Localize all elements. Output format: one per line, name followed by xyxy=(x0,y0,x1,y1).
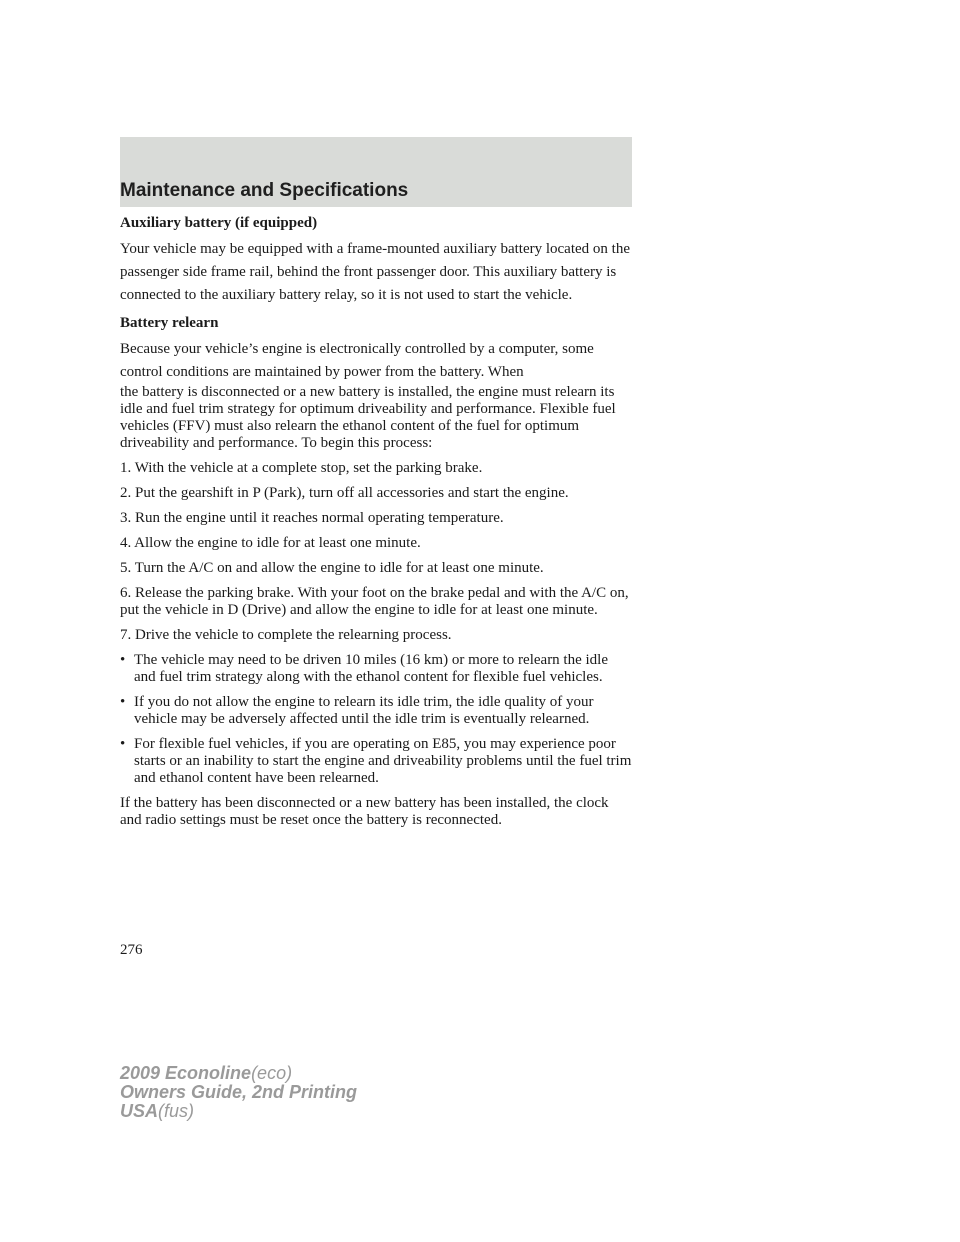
section-header-band xyxy=(120,137,632,207)
relearn-step-3: 3. Run the engine until it reaches normal operating temperature. xyxy=(120,510,504,526)
footer-market-line xyxy=(120,1102,357,1121)
bullet-item xyxy=(120,694,632,728)
relearn-step-1: 1. With the vehicle at a complete stop, set the parking brake. xyxy=(120,460,483,476)
relearn-step-2: 2. Put the gearshift in P (Park), turn off all accessories and start the engine. xyxy=(120,485,569,501)
bullet-text: The vehicle may need to be driven 10 miles (16 km) or more to relearn the idle and fuel trim strategy along with the ethanol content for flexible fuel vehicles. xyxy=(134,652,609,685)
relearn-step-7: 7. Drive the vehicle to complete the relearning process. xyxy=(120,627,452,643)
bullet-text: For flexible fuel vehicles, if you are operating on E85, you may experience poor starts or an inability to start the engine and driveability problems until the fuel trim and ethanol content have been relearned. xyxy=(134,736,632,786)
aux-battery-heading: Auxiliary battery (if equipped) xyxy=(120,215,318,231)
relearn-step-5: 5. Turn the A/C on and allow the engine to idle for at least one minute. xyxy=(120,560,544,576)
page-number: 276 xyxy=(120,942,143,958)
footer-market: USA xyxy=(120,1101,159,1121)
relearn-intro-part2: the battery is disconnected or a new battery is installed, the engine must relearn its idle and fuel trim strategy for optimum driveability and performance. Flexible fuel vehicles (FFV) must also relearn the ethanol content of the fuel for optimum driveability and performance. To begin this process: xyxy=(120,384,616,451)
footer-market-code: (fus) xyxy=(158,1101,195,1121)
footer-model-code: (eco) xyxy=(251,1063,293,1083)
battery-relearn-heading: Battery relearn xyxy=(120,315,219,331)
footer-model-line xyxy=(120,1064,357,1083)
page-content xyxy=(120,214,632,836)
relearn-step-4: 4. Allow the engine to idle for at least one minute. xyxy=(120,535,421,551)
bullet-dot: • xyxy=(120,736,126,752)
bullet-dot: • xyxy=(120,652,126,668)
footer-guide: Owners Guide, 2nd Printing xyxy=(120,1082,358,1102)
footer-model: 2009 Econoline xyxy=(120,1063,252,1083)
relearn-step-6: 6. Release the parking brake. With your foot on the brake pedal and with the A/C on, put the vehicle in D (Drive) and allow the engine to idle for at least one minute. xyxy=(120,585,629,618)
bullet-dot: • xyxy=(120,694,126,710)
reconnect-paragraph: If the battery has been disconnected or a new battery has been installed, the clock and radio settings must be reset once the battery is reconnected. xyxy=(120,795,609,828)
bullet-text: If you do not allow the engine to relearn its idle trim, the idle quality of your vehicle may be adversely affected until the idle trim is eventually relearned. xyxy=(134,694,594,727)
section-title: Maintenance and Specifications xyxy=(120,180,409,201)
bullet-item xyxy=(120,652,632,686)
relearn-intro-part1: Because your vehicle’s engine is electronically controlled by a computer, some control conditions are maintained by power from the battery. When xyxy=(120,341,594,380)
document-footer xyxy=(120,1064,357,1121)
bullet-item xyxy=(120,736,632,787)
aux-battery-paragraph: Your vehicle may be equipped with a frame-mounted auxiliary battery located on the passenger side frame rail, behind the front passenger door. This auxiliary battery is connected to the auxiliary battery relay, so it is not used to start the vehicle. xyxy=(120,241,630,303)
